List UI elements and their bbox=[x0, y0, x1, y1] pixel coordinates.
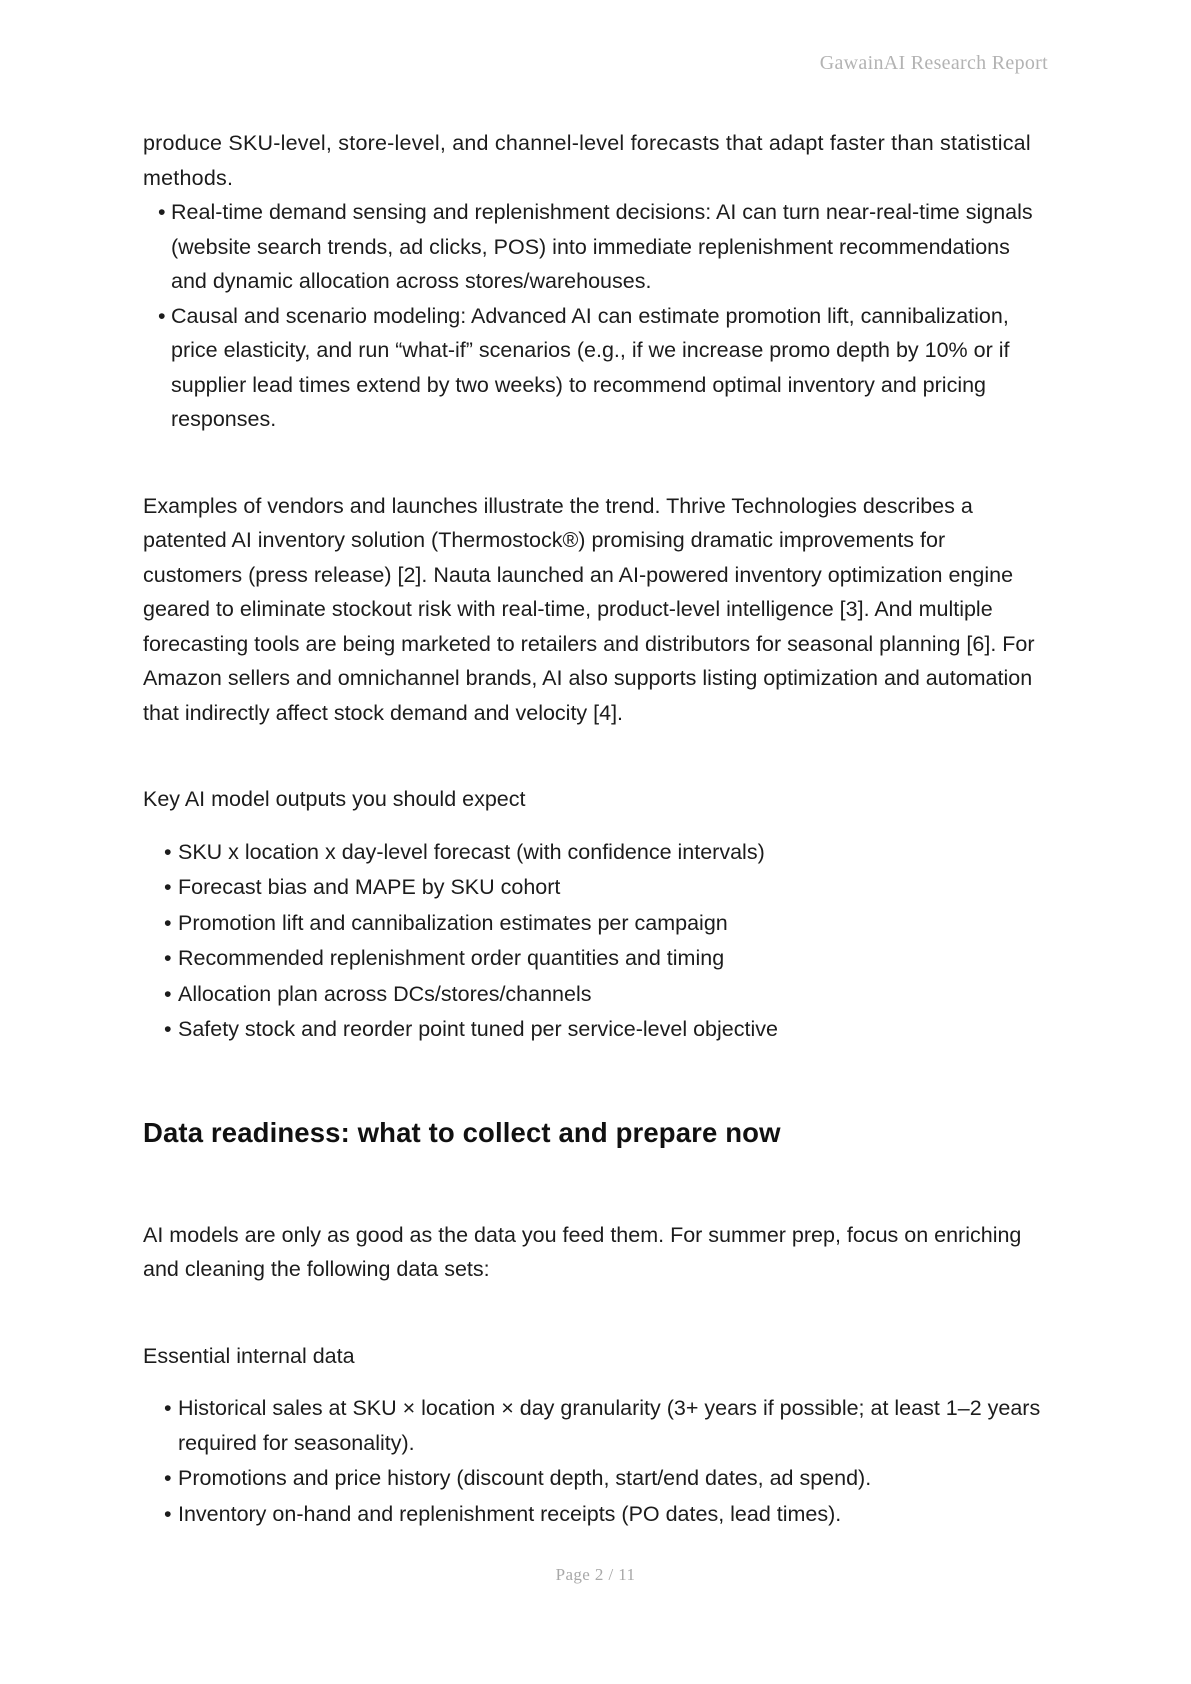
top-bullet-list bbox=[158, 195, 1048, 437]
list-item-label: Allocation plan across DCs/stores/channels bbox=[178, 981, 592, 1006]
spacer bbox=[143, 437, 1048, 489]
bullet-dot-icon: • bbox=[164, 875, 172, 899]
bullet-dot-icon: • bbox=[164, 1466, 172, 1490]
essential-data-intro: Essential internal data bbox=[143, 1343, 355, 1368]
bullet-dot-icon: • bbox=[164, 910, 172, 935]
essential-data-list bbox=[164, 1391, 1048, 1531]
page-content bbox=[143, 126, 1048, 1532]
page-footer: Page 2 / 11 bbox=[555, 1565, 636, 1584]
list-item-label: Safety stock and reorder point tuned per service-level objective bbox=[178, 1017, 778, 1041]
list-item-label: Promotion lift and cannibalization estimates per campaign bbox=[178, 910, 728, 935]
model-outputs-list bbox=[164, 835, 1048, 1047]
spacer bbox=[143, 817, 1048, 835]
list-item bbox=[164, 835, 1048, 870]
bullet-dot-icon: • bbox=[164, 839, 172, 864]
outputs-intro: Key AI model outputs you should expect bbox=[143, 787, 526, 811]
spacer bbox=[143, 1048, 1048, 1114]
running-header: GawainAI Research Report bbox=[819, 52, 1048, 74]
list-item bbox=[164, 1461, 1048, 1496]
vendors-paragraph: Examples of vendors and launches illustrate the trend. Thrive Technologies describes a patented AI inventory solution (Thermostock®) promising dramatic improvements for customers (press release) [2]. Nauta launched an AI-powered inventory optimization engine geared to eliminate stockout risk with real-time, product-level intelligence [3]. And multiple forecasting tools are being marketed to retailers and distributors for seasonal planning [6]. For Amazon sellers and omnichannel brands, AI also supports listing optimization and automation that indirectly affect stock demand and velocity [4]. bbox=[143, 493, 1035, 725]
list-item-label: Inventory on-hand and replenishment receipts (PO dates, lead times). bbox=[178, 1501, 842, 1526]
bullet-dot-icon: • bbox=[164, 1396, 172, 1420]
spacer bbox=[143, 1152, 1048, 1218]
bullet-dot-icon: • bbox=[164, 1017, 172, 1041]
list-item bbox=[158, 299, 1048, 437]
list-item bbox=[164, 977, 1048, 1012]
bullet-dot-icon: • bbox=[164, 946, 172, 970]
bullet-dot-icon: • bbox=[158, 200, 166, 224]
list-item-label: Historical sales at SKU × location × day granularity (3+ years if possible; at least 1–2 years required for seasonality). bbox=[178, 1396, 1041, 1455]
spacer bbox=[143, 730, 1048, 782]
data-readiness-paragraph: AI models are only as good as the data you feed them. For summer prep, focus on enriching and cleaning the following data sets: bbox=[143, 1222, 1022, 1281]
list-item-label: Causal and scenario modeling: Advanced AI can estimate promotion lift, cannibalization, price elasticity, and run “what-if” scenarios (e.g., if we increase promo depth by 10% or if supplier lead times extend by two weeks) to recommend optimal inventory and pricing responses. bbox=[171, 303, 1010, 431]
spacer bbox=[143, 1287, 1048, 1339]
list-item-label: Promotions and price history (discount depth, start/end dates, ad spend). bbox=[178, 1466, 872, 1490]
section-heading: Data readiness: what to collect and prepare now bbox=[143, 1116, 781, 1148]
list-item bbox=[164, 906, 1048, 941]
bullet-dot-icon: • bbox=[164, 981, 172, 1006]
bullet-dot-icon: • bbox=[158, 303, 166, 328]
continued-bullet-text: produce SKU-level, store-level, and channel-level forecasts that adapt faster than statistical methods. bbox=[143, 131, 1031, 190]
bullet-dot-icon: • bbox=[164, 1501, 172, 1526]
list-item bbox=[164, 870, 1048, 905]
list-item bbox=[158, 195, 1048, 299]
list-item-label: SKU x location x day-level forecast (with confidence intervals) bbox=[178, 839, 765, 864]
list-item bbox=[164, 1391, 1048, 1460]
list-item-label: Recommended replenishment order quantities and timing bbox=[178, 946, 725, 970]
list-item bbox=[164, 1497, 1048, 1532]
list-item-label: Real-time demand sensing and replenishment decisions: AI can turn near-real-time signals (website search trends, ad clicks, POS) into immediate replenishment recommendations and dynamic allocation across stores/warehouses. bbox=[171, 200, 1033, 293]
list-item-label: Forecast bias and MAPE by SKU cohort bbox=[178, 875, 561, 899]
spacer bbox=[143, 1373, 1048, 1391]
list-item bbox=[164, 941, 1048, 976]
list-item bbox=[164, 1012, 1048, 1047]
